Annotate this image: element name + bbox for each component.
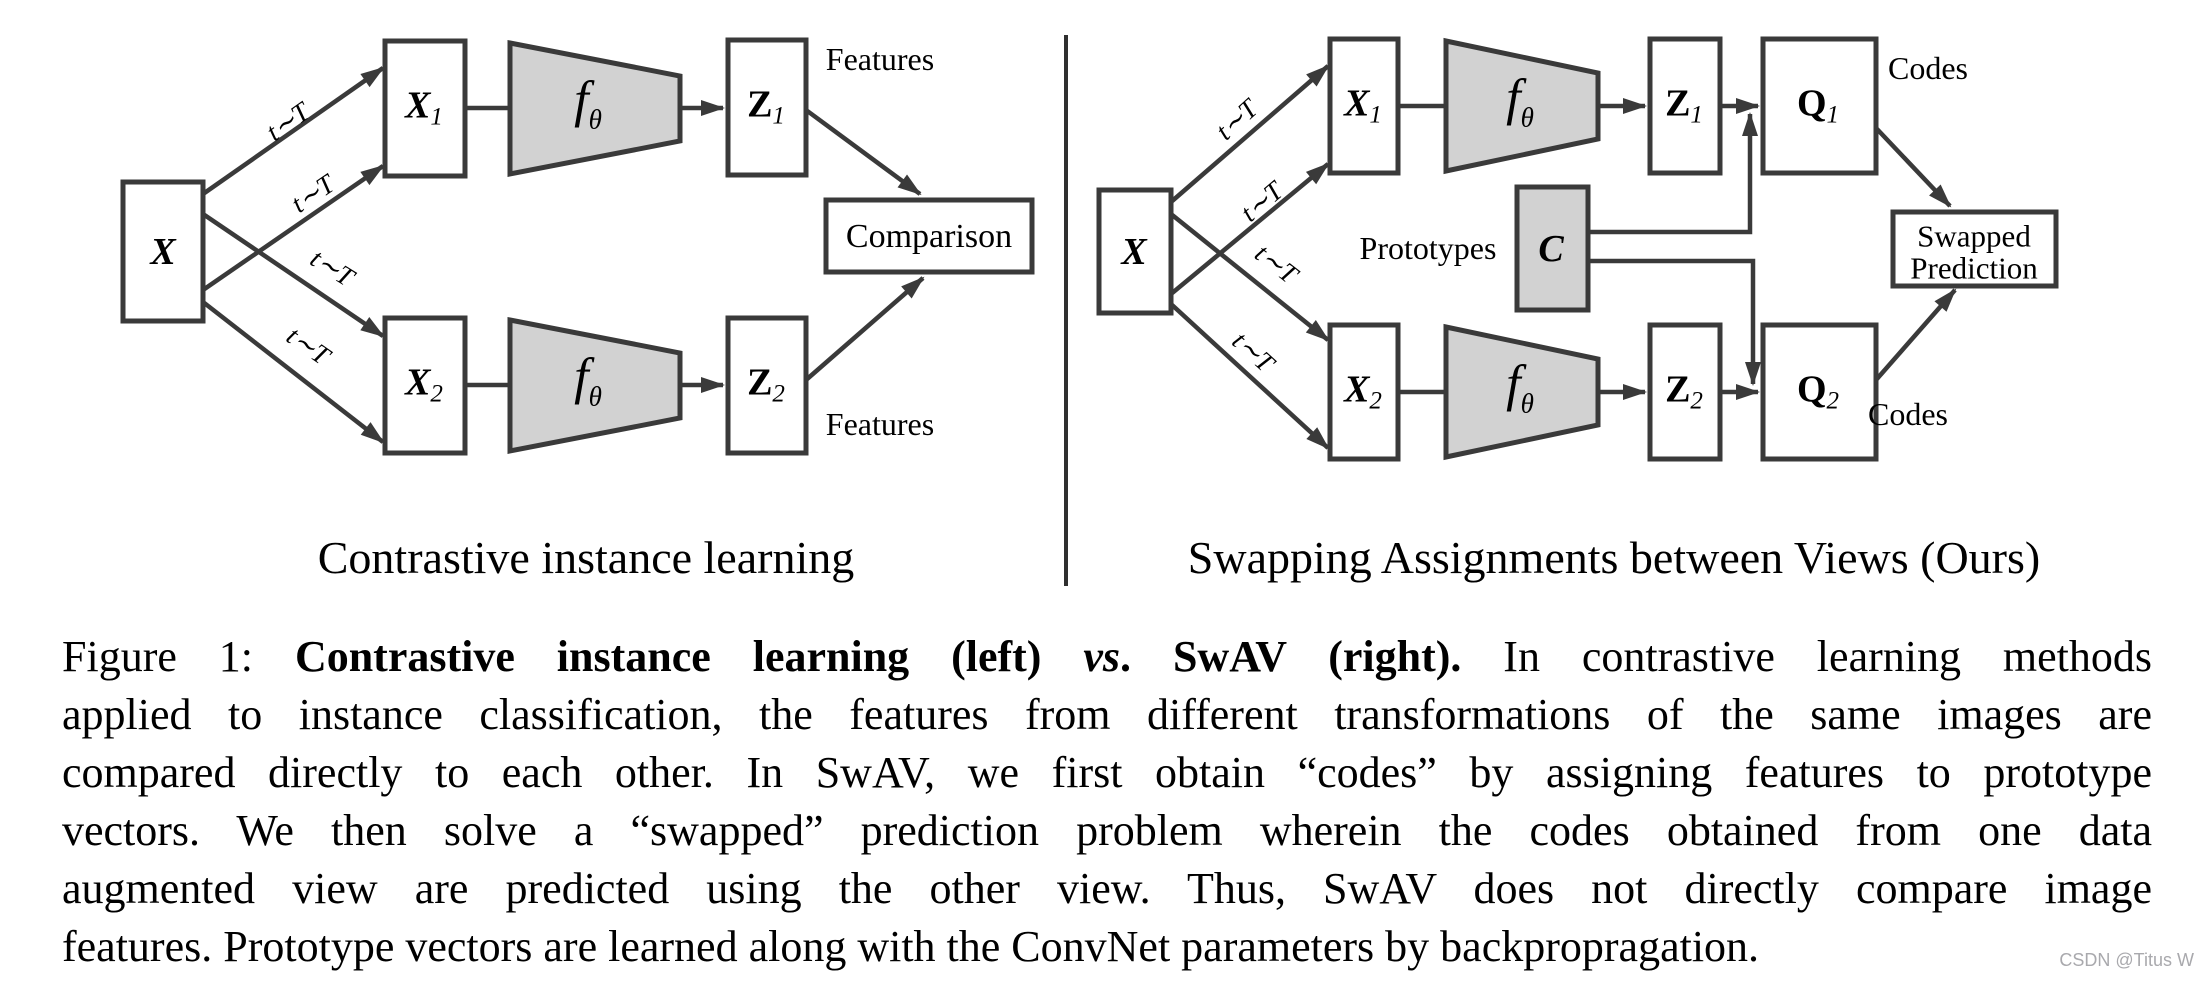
right-q1-label: Q1 — [1796, 82, 1840, 129]
left-arrow-t3 — [203, 214, 383, 336]
figure-caption-line: compared directly to each other. In SwAV, we first obtain “codes” by assigning features to prototype — [62, 748, 2152, 797]
left-z2-label: Z2 — [747, 361, 785, 408]
left-arrow-z2-comparison — [806, 278, 923, 380]
right-t3-label: t∼T — [1249, 237, 1304, 290]
left-features-bottom-label: Features — [825, 406, 935, 442]
left-t1-label: t∼T — [260, 96, 315, 147]
left-panel-caption: Contrastive instance learning — [317, 532, 855, 583]
left-f1-label: fθ — [574, 71, 602, 135]
right-z2-label: Z2 — [1665, 368, 1703, 415]
right-panel-caption: Swapping Assignments between Views (Ours) — [1187, 532, 2041, 583]
figure-caption-line: vectors. We then solve a “swapped” prediction problem wherein the codes obtained from one data — [62, 806, 2152, 855]
left-arrow-t4 — [203, 302, 383, 442]
left-comparison-label: Comparison — [845, 218, 1013, 255]
left-t2-label: t∼T — [285, 168, 340, 219]
right-codes-top-label: Codes — [1888, 50, 1968, 86]
right-x1-label: X1 — [1344, 82, 1382, 129]
right-arrow-t4 — [1171, 304, 1328, 448]
right-t2-label: t∼T — [1234, 175, 1289, 228]
figure-caption — [62, 628, 2152, 976]
right-t1-label: t∼T — [1209, 93, 1264, 146]
left-x2-label: X2 — [405, 361, 443, 408]
figure-caption-line: augmented view are predicted using the other view. Thus, SwAV does not directly compare image — [62, 864, 2152, 913]
right-c-label: C — [1538, 228, 1564, 270]
right-prototypes-label: Prototypes — [1359, 230, 1497, 266]
right-arrow-q2-swapped — [1876, 290, 1955, 380]
right-q2-label: Q2 — [1796, 368, 1840, 415]
right-t4-label: t∼T — [1226, 325, 1281, 378]
figure-caption-line: features. Prototype vectors are learned along with the ConvNet parameters by backpropragation. — [62, 922, 1760, 971]
right-codes-bottom-label: Codes — [1868, 396, 1948, 432]
right-arrow-q1-swapped — [1876, 128, 1950, 206]
right-x-label: X — [1121, 231, 1147, 273]
right-z1-label: Z1 — [1665, 82, 1703, 129]
left-features-top-label: Features — [825, 41, 935, 77]
left-t3-label: t∼T — [305, 242, 360, 293]
left-t4-label: t∼T — [281, 320, 336, 371]
figure-caption-line: Figure 1: Contrastive instance learning (left) vs. SwAV (right). In contrastive learning methods — [62, 632, 2152, 681]
right-x2-label: X2 — [1344, 368, 1382, 415]
right-f1-label: fθ — [1506, 69, 1534, 133]
left-f2-label: fθ — [574, 348, 602, 412]
right-f2-label: fθ — [1506, 355, 1534, 419]
figure-caption-line: applied to instance classification, the features from different transformations of the same images are — [62, 690, 2152, 739]
left-x1-label: X1 — [405, 84, 443, 131]
left-z1-label: Z1 — [747, 83, 785, 130]
right-swapped-line1: Swapped — [1917, 218, 2031, 254]
left-arrow-z1-comparison — [806, 110, 920, 194]
right-swapped-line2: Prediction — [1910, 250, 2038, 286]
watermark: CSDN @Titus W — [2059, 950, 2194, 970]
left-x-label: X — [150, 231, 176, 273]
